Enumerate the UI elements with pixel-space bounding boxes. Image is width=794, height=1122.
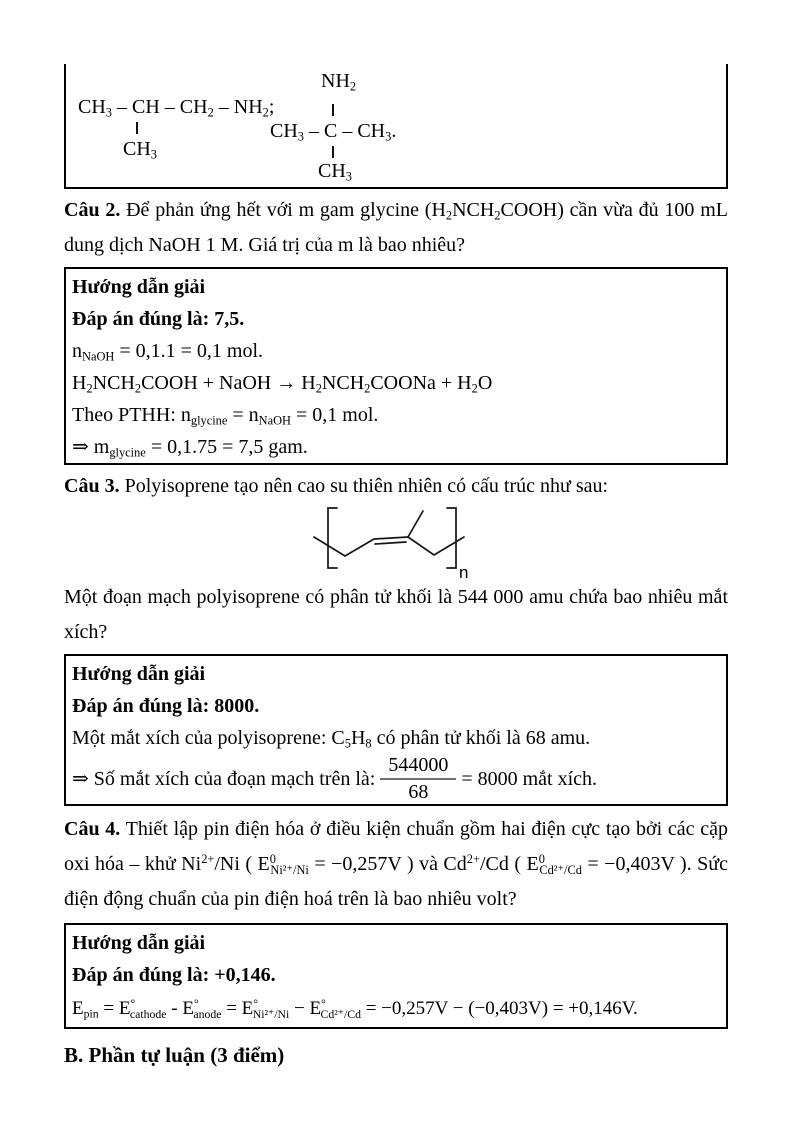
structure-a-methyl-below: $CH_3$ (123, 138, 157, 162)
solution-box-4 (64, 923, 728, 1029)
solution-2-step: Theo PTHH: $n_{glycine} = n_{NaOH} = 0,1$ mol. (72, 404, 379, 428)
double-bond-line (375, 542, 406, 544)
solution-4-formula: $E_{pin} = E^\circ_{cathode} - E^\circ_{anode} = E^\circ_{Ni^{2+}/Ni} - E^\circ_{Cd^{2+}/Cd} = -0,257V - (-0,403V) = +0,146V$. (72, 997, 638, 1021)
methyl-branch-bond (408, 511, 423, 537)
question-2-label: Câu 2. (64, 199, 121, 221)
question-3-followup: Một đoạn mạch polyisoprene có phân tử khối là 544 000 amu chứa bao nhiêu mắt xích? (64, 586, 728, 643)
polyisoprene-figure (64, 504, 728, 580)
solution-2-title: Hướng dẫn giải (72, 276, 206, 298)
solution-4-answer: Đáp án đúng là: +0,146. (72, 964, 276, 986)
question-4-text: Thiết lập pin điện hóa ở điều kiện chuẩn gồm hai điện cực tạo bởi các cặp oxi hóa – khử $Ni^{2+}/Ni$ ( $E^0_{Ni^{2+}/Ni} = -0,257V$ ) và $Cd^{2+}/Cd$ ( $E^0_{Cd^{2+}/Cd} = -0,403V$ ). Sức điện động chuẩn của pin điện hoá trên là bao nhiêu volt? (64, 818, 728, 910)
solution-box-2 (64, 267, 728, 465)
solution-3-title: Hướng dẫn giải (72, 663, 206, 685)
structure-b-methyl-below: $CH_3$ (318, 160, 352, 184)
question-3-paragraph (64, 469, 728, 504)
chem-structures-box (64, 64, 728, 189)
question-3-text: Polyisoprene tạo nên cao su thiên nhiên có cấu trúc như sau: (119, 475, 609, 497)
left-bracket (328, 508, 337, 568)
solution-2-step: $n_{NaOH} = 0,1.1 = 0,1$ mol. (72, 340, 264, 364)
solution-2-equation: $H_2NCH_2COOH$ + NaOH → $H_2NCH_2COONa + H_2O$ (72, 372, 493, 396)
conclusion-suffix: = 8000 mắt xích. (461, 768, 598, 790)
fraction-denominator: 68 (408, 781, 429, 803)
question-4-paragraph (64, 812, 728, 917)
conclusion-prefix: ⇒ Số mắt xích của đoạn mạch trên là: (72, 768, 376, 790)
solution-2-answer: Đáp án đúng là: 7,5. (72, 308, 245, 330)
repeat-unit-subscript: n (459, 563, 469, 580)
structure-a-main-chain: $CH_3$ – CH – $CH_2 - NH_2$; (78, 96, 275, 120)
solution-3-answer: Đáp án đúng là: 8000. (72, 695, 260, 717)
solution-4-title: Hướng dẫn giải (72, 932, 206, 954)
question-2-paragraph (64, 193, 728, 263)
backbone-bonds (314, 537, 464, 556)
bond-line (136, 122, 138, 134)
question-2-text: Để phản ứng hết với m gam glycine $(H_2NCH_2COOH)$ cần vừa đủ 100 mL dung dịch NaOH 1 M. Giá trị của m là bao nhiêu? (64, 199, 728, 256)
bond-line (332, 146, 334, 158)
bond-line (332, 104, 334, 116)
question-3-label: Câu 3. (64, 475, 120, 497)
question-4-label: Câu 4. (64, 818, 121, 840)
solution-2-step: ⇒ $m_{glycine} = 0,1.75 = 7,5$ gam. (72, 436, 308, 460)
structure-b-main-chain: $CH_3$ – C – $CH_3$. (270, 120, 397, 144)
right-bracket (447, 508, 456, 568)
solution-3-conclusion (72, 754, 718, 804)
fraction-numerator: 544000 (380, 754, 456, 780)
structure-b-amino-top: $NH_2$ (321, 70, 357, 94)
solution-3-step: Một mắt xích của polyisoprene: $C_5H_8$ có phân tử khối là 68 amu. (72, 727, 591, 751)
section-b-heading: B. Phần tự luận (3 điểm) (64, 1043, 285, 1067)
solution-box-3 (64, 654, 728, 806)
fraction (380, 754, 456, 804)
polyisoprene-structure-svg (306, 504, 486, 580)
